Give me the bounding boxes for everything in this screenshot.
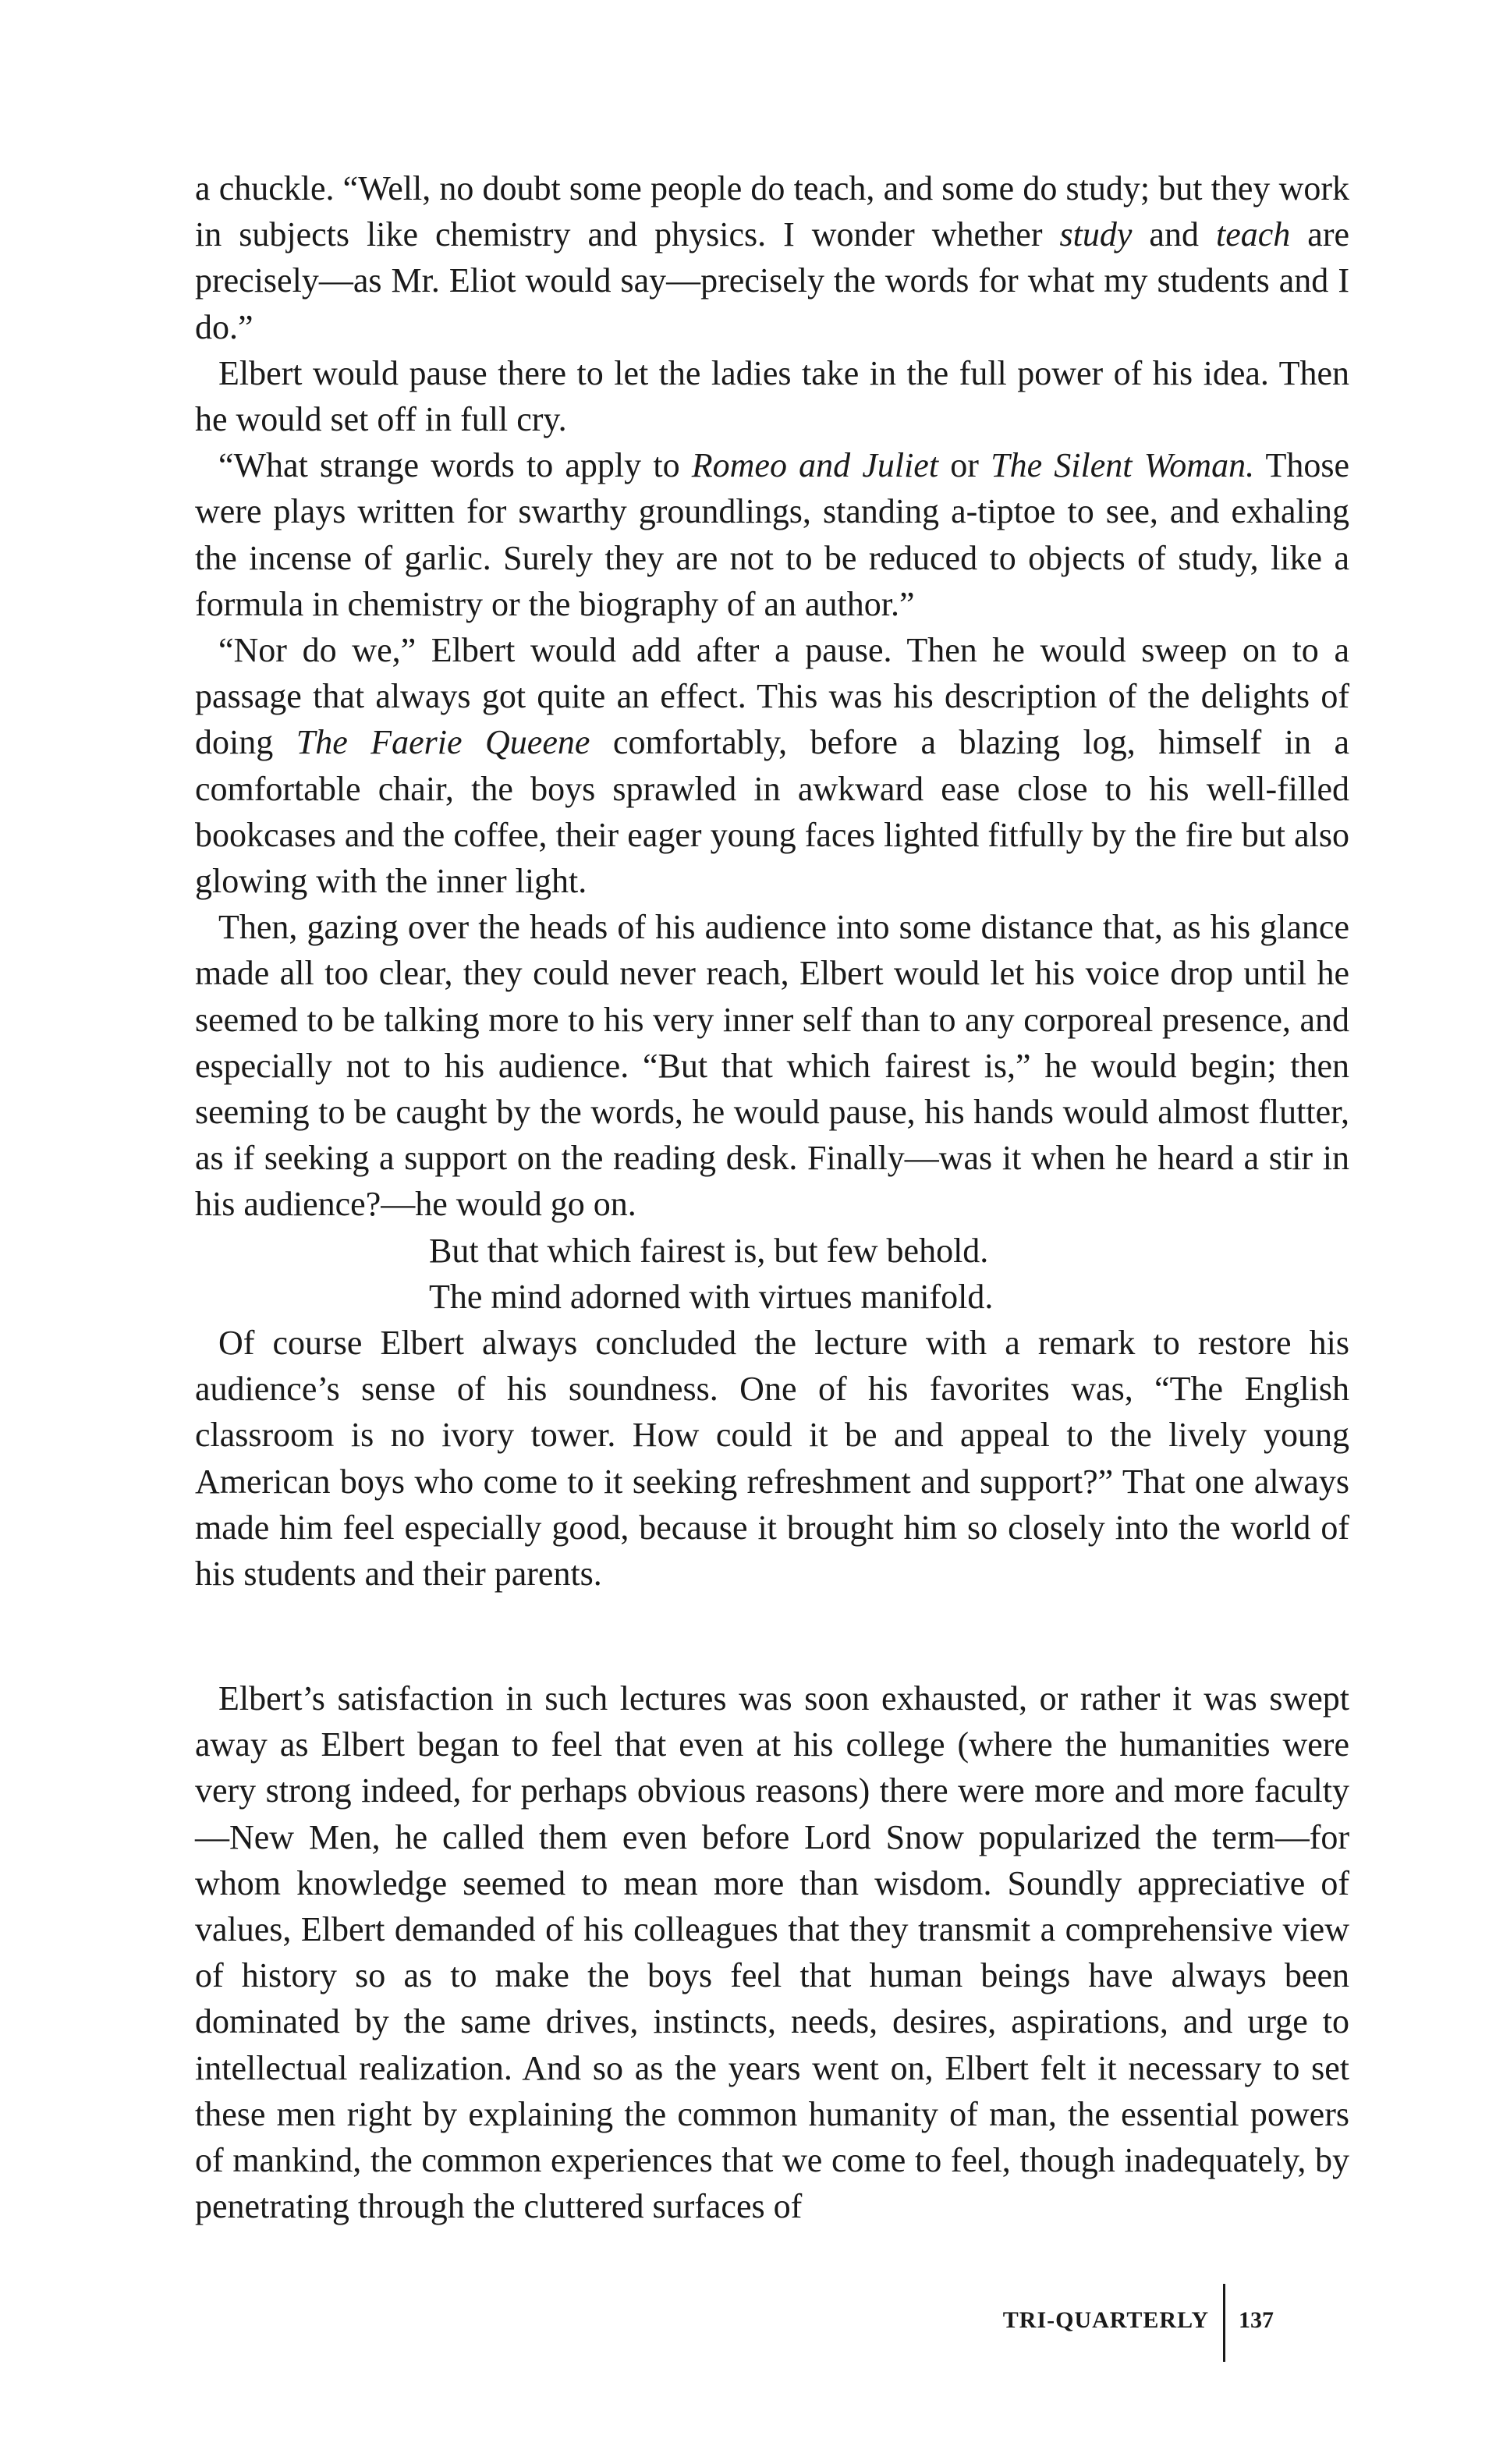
paragraph: “Nor do we,” Elbert would add after a pause. Then he would sweep on to a passage that always got quite an effect. This was his description of the delights of doing The Faerie Queene comfortably, before a blazing log, himself in a comfortable chair, the boys sprawled in awkward ease close to his well-filled bookcases and the coffee, their eager young faces lighted fitfully by the fire but also glowing with the inner light. [195, 631, 1349, 901]
running-head: TRI-QUARTERLY [1002, 2307, 1209, 2333]
paragraph: “What strange words to apply to Romeo and Juliet or The Silent Woman. Those were plays written for swarthy groundlings, standing a-tiptoe to see, and exhaling the incense of garlic. Surely they are not to be reduced to objects of study, like a formula in chemistry or the biography of an author.” [195, 446, 1350, 623]
emphasis-teach: teach [1215, 215, 1291, 254]
verse-line: But that which fairest is, but few behold. [429, 1231, 989, 1270]
paragraph: Of course Elbert always concluded the lecture with a remark to restore his audience’s sense of his soundness. One of his favorites was, “The English classroom is no ivory tower. How could it be and appeal to the lively young American boys who come to it seeking refreshment and support?” That one always made him feel especially good, because it brought him so closely into the world of his students and their parents. [195, 1324, 1349, 1594]
page-number: 137 [1239, 2307, 1274, 2333]
play-title: The Silent Woman. [991, 446, 1255, 485]
paragraph-continuation: a chuckle. “Well, no doubt some people do teach, and some do study; but they work in subjects like chemistry and physics. I wonder whether study and teach are precisely—as Mr. Eliot would say—precisely the words for what my students and I do.” [195, 169, 1349, 346]
paragraph: Then, gazing over the heads of his audience into some distance that, as his glance made all too clear, they could never reach, Elbert would let his voice drop until he seemed to be talking more to his very inner self than to any corporeal presence, and especially not to his audience. “But that which fairest is,” he would begin; then seeming to be caught by the words, he would pause, his hands would almost flutter, as if seeking a support on the reading desk. Finally—was it when he heard a stir in his audience?—he would go on. [195, 908, 1349, 1224]
emphasis-study: study [1059, 215, 1133, 254]
paragraph: Elbert’s satisfaction in such lectures was soon exhausted, or rather it was swept away as Elbert began to feel that even at his college (where the humanities were very strong indeed, for perhaps obvious reasons) there were more and more faculty—New Men, he called them even before Lord Snow popularized the term—for whom knowledge seemed to mean more than wisdom. Soundly appreciative of values, Elbert demanded of his colleagues that they transmit a comprehensive view of history so as to make the boys feel that human beings have always been dominated by the same drives, instincts, needs, desires, aspirations, and urge to intellectual realization. And so as the years went on, Elbert felt it necessary to set these men right by explaining the common humanity of man, the essential powers of mankind, the common experiences that we come to feel, though inadequately, by penetrating through the cluttered surfaces of [195, 1679, 1349, 2226]
footer-divider [1223, 2284, 1225, 2362]
body-text-section-2 [195, 1675, 1349, 2229]
body-text-section-1 [195, 165, 1349, 1597]
play-title: Romeo and Juliet [691, 446, 939, 485]
verse-line: The mind adorned with virtues manifold. [429, 1277, 994, 1316]
paragraph: Elbert would pause there to let the ladies take in the full power of his idea. Then he would set off in full cry. [195, 353, 1349, 439]
book-title: The Faerie Queene [296, 723, 590, 762]
